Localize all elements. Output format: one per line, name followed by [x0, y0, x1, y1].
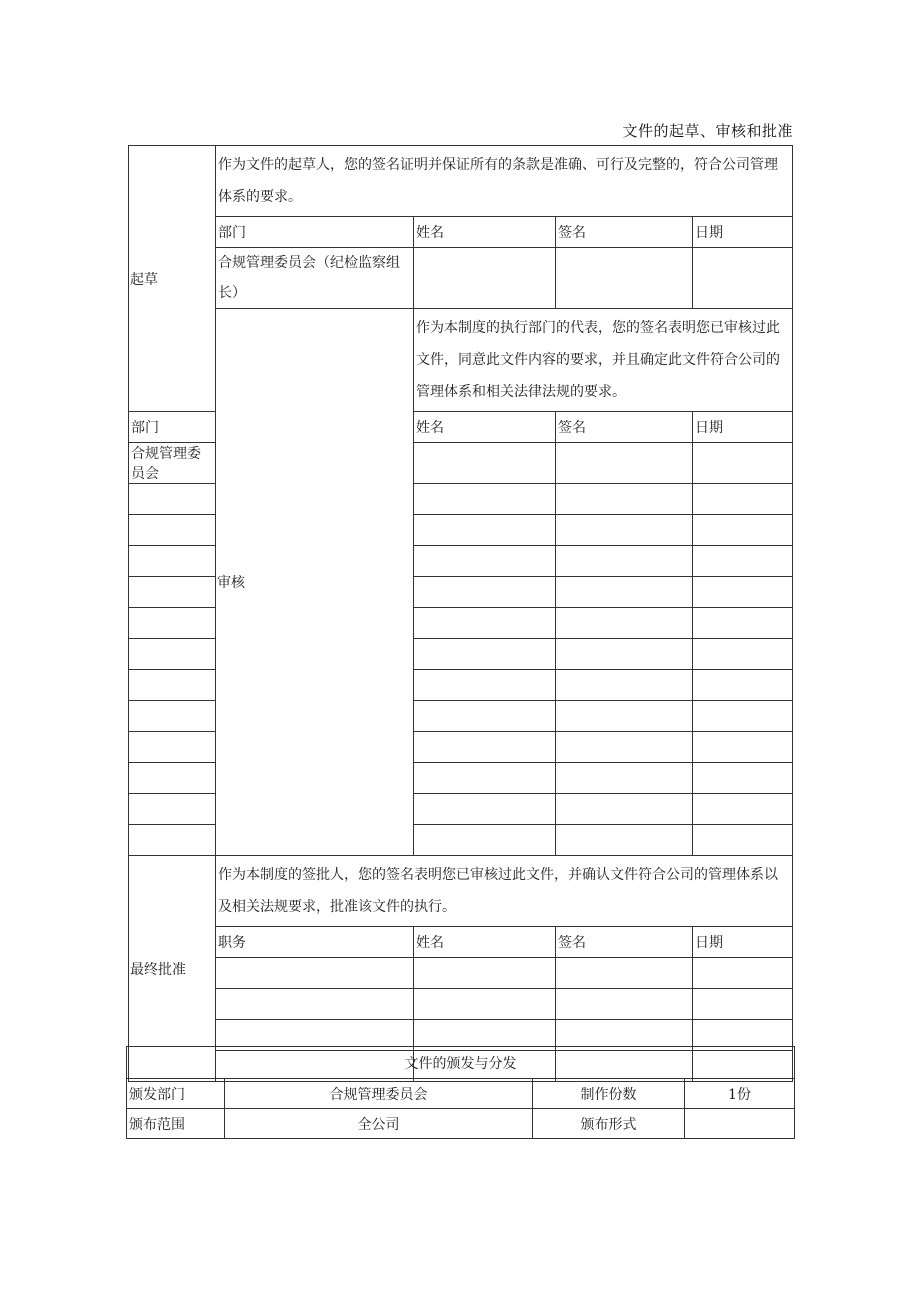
review-empty-cell[interactable]: [693, 794, 793, 825]
final-header-date: 日期: [693, 927, 793, 958]
review-date-cell[interactable]: [693, 443, 793, 484]
review-empty-cell[interactable]: [693, 639, 793, 670]
drafting-label: 起草: [129, 146, 216, 412]
review-empty-cell[interactable]: [129, 546, 216, 577]
review-empty-cell[interactable]: [556, 701, 693, 732]
final-empty-row: [129, 989, 793, 1020]
document-title: 文件的起草、审核和批准: [622, 122, 793, 140]
review-empty-cell[interactable]: [414, 732, 556, 763]
review-empty-cell[interactable]: [129, 763, 216, 794]
copies-label: 制作份数: [533, 1079, 685, 1109]
review-empty-cell[interactable]: [693, 732, 793, 763]
review-sign-cell[interactable]: [556, 443, 693, 484]
review-empty-cell[interactable]: [129, 484, 216, 515]
review-empty-cell[interactable]: [414, 794, 556, 825]
review-empty-cell[interactable]: [414, 484, 556, 515]
review-empty-cell[interactable]: [129, 577, 216, 608]
review-empty-cell[interactable]: [129, 794, 216, 825]
review-empty-cell[interactable]: [556, 763, 693, 794]
drafting-header-dept: 部门: [216, 217, 414, 248]
review-empty-cell[interactable]: [414, 639, 556, 670]
approval-table: [128, 145, 793, 1082]
final-empty-cell[interactable]: [693, 989, 793, 1020]
final-header-name: 姓名: [414, 927, 556, 958]
form-value[interactable]: [685, 1109, 795, 1139]
review-empty-cell[interactable]: [693, 763, 793, 794]
drafting-name-cell[interactable]: [414, 248, 556, 309]
review-empty-cell[interactable]: [693, 670, 793, 701]
review-empty-cell[interactable]: [129, 732, 216, 763]
review-empty-cell[interactable]: [556, 515, 693, 546]
review-empty-cell[interactable]: [129, 701, 216, 732]
review-empty-cell[interactable]: [693, 577, 793, 608]
review-statement: 作为本制度的执行部门的代表，您的签名表明您已审核过此文件，同意此文件内容的要求，并且确定此文件符合公司的管理体系和相关法律法规的要求。: [414, 309, 793, 412]
final-header-title: 职务: [216, 927, 414, 958]
review-empty-cell[interactable]: [414, 701, 556, 732]
review-empty-cell[interactable]: [129, 515, 216, 546]
review-empty-cell[interactable]: [556, 639, 693, 670]
drafting-header-date: 日期: [693, 217, 793, 248]
final-header-sign: 签名: [556, 927, 693, 958]
form-label: 颁布形式: [533, 1109, 685, 1139]
drafting-date-cell[interactable]: [693, 248, 793, 309]
scope-label: 颁布范围: [127, 1109, 225, 1139]
final-empty-cell[interactable]: [216, 958, 414, 989]
final-label: 最终批准: [129, 856, 216, 1082]
review-header-sign: 签名: [556, 412, 693, 443]
review-empty-cell[interactable]: [556, 577, 693, 608]
review-empty-cell[interactable]: [556, 608, 693, 639]
drafting-header-name: 姓名: [414, 217, 556, 248]
final-empty-cell[interactable]: [414, 958, 556, 989]
review-empty-cell[interactable]: [129, 639, 216, 670]
drafting-header-sign: 签名: [556, 217, 693, 248]
review-empty-cell[interactable]: [129, 608, 216, 639]
review-empty-cell[interactable]: [693, 484, 793, 515]
review-empty-cell[interactable]: [693, 608, 793, 639]
distribution-table: [126, 1046, 795, 1139]
review-empty-cell[interactable]: [693, 515, 793, 546]
review-empty-cell[interactable]: [414, 825, 556, 856]
drafting-sign-cell[interactable]: [556, 248, 693, 309]
review-header-dept: 部门: [129, 412, 216, 443]
review-header-name: 姓名: [414, 412, 556, 443]
review-empty-cell[interactable]: [414, 546, 556, 577]
review-empty-cell[interactable]: [129, 825, 216, 856]
review-empty-cell[interactable]: [556, 794, 693, 825]
review-empty-cell[interactable]: [129, 670, 216, 701]
review-header-date: 日期: [693, 412, 793, 443]
final-empty-cell[interactable]: [414, 989, 556, 1020]
final-empty-cell[interactable]: [556, 989, 693, 1020]
review-empty-cell[interactable]: [556, 546, 693, 577]
review-empty-cell[interactable]: [414, 608, 556, 639]
review-empty-cell[interactable]: [414, 515, 556, 546]
review-empty-cell[interactable]: [414, 577, 556, 608]
review-empty-cell[interactable]: [693, 701, 793, 732]
copies-value: 1份: [685, 1079, 795, 1109]
review-label: 审核: [216, 309, 414, 856]
review-empty-cell[interactable]: [556, 670, 693, 701]
review-empty-cell[interactable]: [414, 670, 556, 701]
scope-value: 全公司: [225, 1109, 533, 1139]
review-empty-cell[interactable]: [556, 484, 693, 515]
drafting-statement: 作为文件的起草人，您的签名证明并保证所有的条款是准确、可行及完整的，符合公司管理体系的要求。: [216, 146, 793, 217]
issuing-dept-label: 颁发部门: [127, 1079, 225, 1109]
review-empty-cell[interactable]: [556, 825, 693, 856]
distribution-title: 文件的颁发与分发: [127, 1047, 795, 1079]
review-dept-cell: 合规管理委员会: [129, 443, 216, 484]
review-empty-cell[interactable]: [693, 825, 793, 856]
issuing-dept-value: 合规管理委员会: [225, 1079, 533, 1109]
final-empty-cell[interactable]: [693, 958, 793, 989]
review-empty-cell[interactable]: [556, 732, 693, 763]
review-empty-cell[interactable]: [414, 763, 556, 794]
final-statement: 作为本制度的签批人，您的签名表明您已审核过此文件，并确认文件符合公司的管理体系以及相关法规要求，批准该文件的执行。: [216, 856, 793, 927]
final-empty-row: [129, 958, 793, 989]
final-empty-cell[interactable]: [556, 958, 693, 989]
drafting-dept-cell: 合规管理委员会（纪检监察组长）: [216, 248, 414, 309]
final-empty-cell[interactable]: [216, 989, 414, 1020]
review-name-cell[interactable]: [414, 443, 556, 484]
review-empty-cell[interactable]: [693, 546, 793, 577]
